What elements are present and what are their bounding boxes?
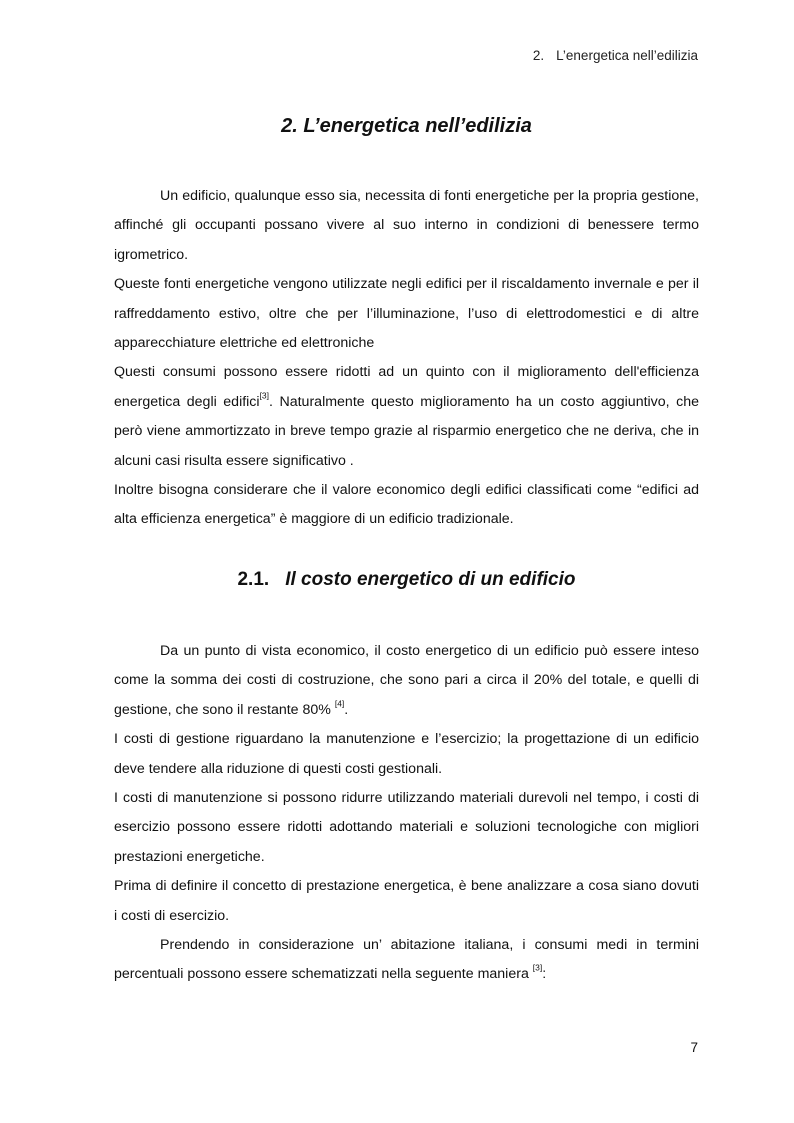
paragraph — [114, 358, 699, 476]
paragraph: I costi di gestione riguardano la manutenzione e l’esercizio; la progettazione di un edificio deve tendere alla riduzione di questi costi gestionali. — [114, 731, 699, 777]
paragraph-text: . Naturalmente questo miglioramento ha un costo aggiuntivo, che però viene ammortizzato in breve tempo grazie al risparmio energetico che ne deriva, che in alcuni casi risulta essere significativo . — [114, 393, 700, 469]
paragraph-text: Prendendo in considerazione un’ abitazione italiana, i consumi medi in termini percentuali possono essere schematizzati nella seguente maniera — [114, 937, 699, 983]
paragraph: Queste fonti energetiche vengono utilizzate negli edifici per il riscaldamento invernale e per il raffreddamento estivo, oltre che per l’illuminazione, l’uso di elettrodomestici e di altre apparecchiature elettriche ed elettroniche — [114, 276, 699, 352]
chapter-intro-text — [114, 182, 699, 535]
paragraph — [114, 931, 699, 990]
paragraph: Inoltre bisogna considerare che il valore economico degli edifici classificati come “edifici ad alta efficienza energetica” è maggiore di un edificio tradizionale. — [114, 482, 699, 528]
header-chapter-number: 2. — [532, 48, 545, 63]
citation-ref: [4] — [334, 698, 345, 709]
section-text — [114, 637, 699, 990]
citation-ref: [3] — [532, 962, 543, 973]
paragraph-text: . — [344, 701, 349, 718]
citation-ref: [3] — [259, 390, 270, 401]
header-chapter-title: L’energetica nell’edilizia — [556, 48, 698, 63]
running-header — [533, 48, 698, 63]
section-title-text: Il costo energetico di un edificio — [285, 569, 576, 590]
chapter-title: 2. L’energetica nell’edilizia — [281, 115, 532, 137]
paragraph: I costi di manutenzione si possono ridurre utilizzando materiali durevoli nel tempo, i costi di esercizio possono essere ridotti adottando materiali e soluzioni tecnologiche con migliori prestazioni energetiche. — [114, 790, 699, 865]
section-number: 2.1. — [237, 569, 270, 590]
paragraph-text: : — [542, 966, 547, 983]
paragraph-text: Da un punto di vista economico, il costo energetico di un edificio può essere inteso come la somma dei costi di costruzione, che sono pari a circa il 20% del totale, e quelli di gestione, che sono il restante 80% — [114, 643, 699, 718]
paragraph: Prima di definire il concetto di prestazione energetica, è bene analizzare a cosa siano dovuti i costi di esercizio. — [114, 878, 699, 924]
paragraph: Un edificio, qualunque esso sia, necessita di fonti energetiche per la propria gestione, affinché gli occupanti possano vivere al suo interno in condizioni di benessere termo igrometrico. — [114, 188, 699, 263]
paragraph — [114, 637, 699, 725]
paragraph-text: Questi consumi possono essere ridotti ad un quinto con il miglioramento dell'efficienza energetica degli edifici — [114, 364, 699, 410]
page-number: 7 — [690, 1040, 698, 1055]
section-title — [114, 569, 699, 591]
